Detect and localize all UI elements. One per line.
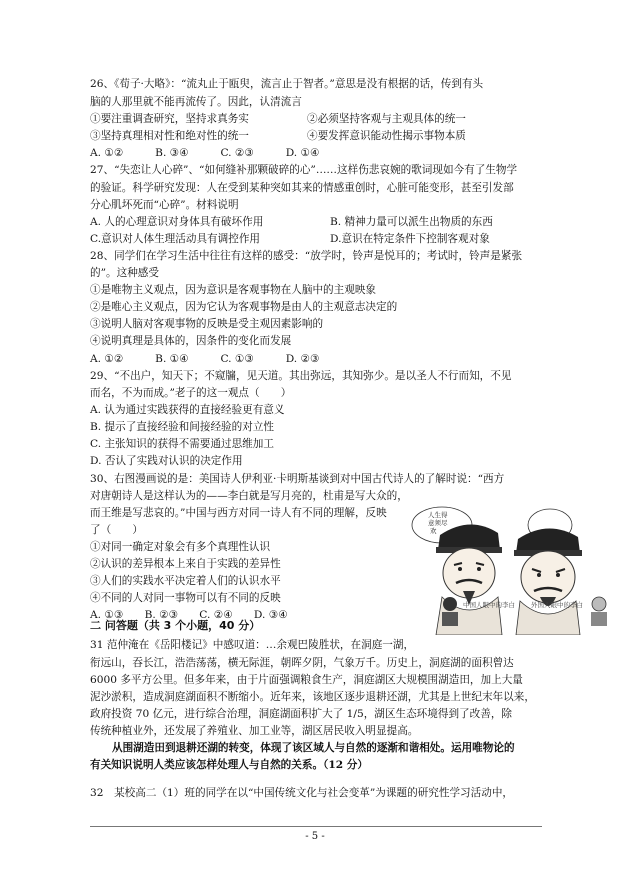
q26-line-1: 26、《荀子·大略》：“流丸止于瓯臾，流言止于智者。”意思是没有根据的话，传到有头 — [90, 78, 484, 90]
q32-line-1: 32 某校高二（1）班的同学在以“中国传统文化与社会变革”为课题的研究性学习活动中， — [90, 787, 514, 799]
q26-line-2: 脑的人那里就不能再流传了。因此，认清流言 — [90, 96, 302, 108]
q30-option-4: ④不同的人对同一事物可以有不同的反映 — [90, 592, 281, 604]
q26-answers: A. ①② B. ③④ C. ②③ D. ①④ — [90, 147, 320, 159]
caption-western-view: 外国人眼中的李白 — [531, 601, 583, 609]
q28-line-1: 28、同学们在学习生活中往往有这样的感受：“放学时，铃声是悦耳的；考试时，铃声是紧张 — [90, 250, 523, 262]
q30-line-2: 对唐朝诗人是这样认为的——李白就是写月亮的，杜甫是写大众的， — [90, 490, 408, 502]
footer-divider — [90, 826, 542, 827]
western-viewer-figure — [587, 596, 611, 626]
q27-option-b: B. 精神力量可以派生出物质的东西 — [330, 216, 493, 228]
q26-option-3: ③坚持真理相对性和绝对性的统一 — [90, 130, 249, 142]
q28-option-2: ②是唯心主义观点，因为它认为客观事物是由人的主观意志决定的 — [90, 301, 398, 313]
q28-answers: A. ①② B. ①④ C. ①③ D. ②③ — [90, 353, 320, 365]
q26-option-4: ④要发挥意识能动性揭示事物本质 — [307, 130, 466, 142]
q31-line-4: 泥沙淤积，造成洞庭湖面积不断缩小。近年来，该地区逐步退耕还湖，尤其是上世纪末年以来， — [90, 691, 535, 703]
q28-line-2: 的”。这种感受 — [90, 267, 159, 279]
q26-option-2: ②必须坚持客观与主观具体的统一 — [307, 113, 466, 125]
q27-line-2: 的验证。科学研究发现：人在受到某种突如其来的情感重创时，心脏可能变形，甚至引发部 — [90, 182, 514, 194]
q28-option-1: ①是唯物主义观点，因为意识是客观事物在人脑中的主观映象 — [90, 284, 377, 296]
bubble-text: 人生得意须尽欢 — [428, 511, 448, 535]
q28-option-4: ④说明真理是具体的，因条件的变化而发展 — [90, 335, 292, 347]
q30-option-3: ③人们的实践水平决定着人们的认识水平 — [90, 575, 281, 587]
q31-line-2: 衔远山，吞长江，浩浩荡荡，横无际涯，朝晖夕阴，气象万千。历史上，洞庭湖的面积曾达 — [90, 657, 514, 669]
q30-line-4: 了（ ） — [90, 524, 143, 536]
q30-option-2: ②认识的差异根本上来自于实践的差异性 — [90, 558, 281, 570]
li-bai-cartoon — [400, 505, 600, 635]
q27-line-1: 27、“失恋让人心碎”、“如何缝补那颗破碎的心”……这样伤悲哀婉的歌词现如今有了生物学 — [90, 164, 518, 176]
q31-line-7: 从围湖造田到退耕还湖的转变，体现了该区域人与自然的逐渐和谐相处。运用唯物论的 — [112, 742, 515, 754]
western-li-bai-figure — [514, 509, 582, 635]
q26-option-1: ①要注重调查研究，坚持求真务实 — [90, 113, 249, 125]
q30-line-3: 而王维是写悲哀的。”中国与西方对同一诗人有不同的理解，反映 — [90, 507, 387, 519]
q27-line-3: 分心肌坏死而“心碎”。材料说明 — [90, 199, 239, 211]
chinese-viewer-figure — [438, 596, 462, 626]
q27-option-c: C.意识对人体生理活动具有调控作用 — [90, 233, 261, 245]
q29-line-1: 29、“不出户，知天下；不窥牖，见天道。其出弥远，其知弥少。是以圣人不行而知，不见 — [90, 370, 512, 382]
q28-option-3: ③说明人脑对客观事物的反映是受主观因素影响的 — [90, 318, 324, 330]
q29-line-2: 而名，不为而成。”老子的这一观点（ ） — [90, 387, 292, 399]
q31-line-3: 6000 多平方公里。但多年来，由于片面强调粮食生产，洞庭湖区大规模围湖造田，加上大量 — [90, 674, 523, 686]
q29-option-a: A. 认为通过实践获得的直接经验更有意义 — [90, 404, 285, 416]
q31-line-8: 有关知识说明人类应该怎样处理人与自然的关系。（12 分） — [90, 759, 368, 771]
section-2-heading: 二 问答题（共 3 个小题，40 分） — [90, 619, 261, 632]
q29-option-d: D. 否认了实践对认识的决定作用 — [90, 455, 243, 467]
q31-line-1: 31 范仲淹在《岳阳楼记》中感叹道：…余观巴陵胜状，在洞庭一湖， — [90, 639, 415, 651]
q31-line-6: 传统种植业外，还发展了养殖业、加工业等，湖区居民收入明显提高。 — [90, 725, 419, 737]
q31-line-5: 政府投资 70 亿元，进行综合治理，洞庭湖面积扩大了 1/5，湖区生态环境得到了改善，除 — [90, 708, 513, 720]
caption-chinese-view: 中国人眼中的李白 — [463, 601, 515, 609]
q29-option-b: B. 提示了直接经验和间接经验的对立性 — [90, 421, 275, 433]
q27-option-a: A. 人的心理意识对身体具有破坏作用 — [90, 216, 264, 228]
q29-option-c: C. 主张知识的获得不需要通过思维加工 — [90, 438, 274, 450]
q27-option-d: D.意识在特定条件下控制客观对象 — [330, 233, 490, 245]
q30-option-1: ①对同一确定对象会有多个真理性认识 — [90, 541, 271, 553]
q30-answers: A. ①③ B. ②③ C. ②④ D. ③④ — [90, 609, 288, 621]
q30-line-1: 30、右图漫画说的是：美国诗人伊利亚·卡明斯基谈到对中国古代诗人的了解时说：“西方 — [90, 473, 505, 485]
page-number: - 5 - — [305, 831, 325, 842]
